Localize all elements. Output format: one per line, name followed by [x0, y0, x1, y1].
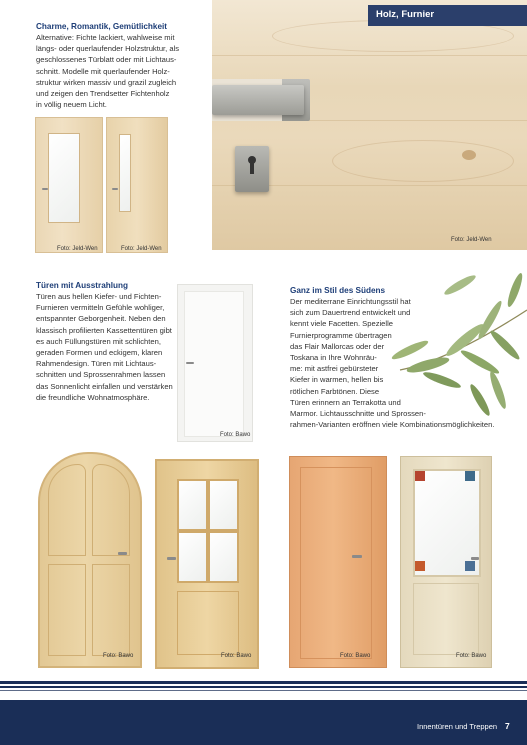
charme-line: struktur wirken massiv und grazil zugleich [36, 77, 177, 87]
charme-line: geschlossenes Türblatt oder mit Lichtaus- [36, 55, 177, 65]
charme-line: längs- oder querlaufender Holzstruktur, als [36, 44, 180, 54]
sueden-line: me: mit astfrei gebürsteter [290, 364, 379, 374]
sueden-line: das Flair Mallorcas oder der [290, 341, 385, 351]
charme-line: Alternative: Fichte lackiert, wahlweise mit [36, 33, 175, 42]
photo-credit: Foto: Bawo [220, 432, 251, 438]
charme-line: und zeigen den Trendsetter Fichtenholz [36, 89, 170, 99]
tueren-line: Rahmendesign. Türen mit Lichtaus- [36, 359, 157, 369]
charme-block [36, 21, 211, 110]
footer-stripe [0, 686, 527, 688]
sueden-line: rahmen-Varianten eröffnen viele Kombinationsmöglichkeiten. [290, 420, 495, 430]
sueden-line: Der mediterrane Einrichtungsstil hat [290, 297, 411, 306]
charme-line: in völlig neuem Licht. [36, 100, 107, 110]
photo-credit: Foto: Bawo [221, 653, 252, 659]
photo-credit: Foto: Jeld-Wen [451, 237, 492, 243]
sueden-line: Marmor. Lichtausschnitte und Sprossen- [290, 409, 426, 419]
sueden-line: Türen erinnern an Terrakotta und [290, 397, 401, 407]
sueden-headline: Ganz im Stil des Südens [290, 286, 386, 295]
keyhole-plate [235, 146, 269, 192]
tueren-line: entspannter Geborgenheit. Neben den [36, 314, 166, 324]
door-photo-pine-four-pane [155, 459, 259, 669]
footer-label: Innentüren und Treppen [417, 722, 498, 731]
hero-wood-photo [212, 0, 527, 250]
tueren-line: das Sonnenlicht einfallen und verstärken [36, 381, 173, 391]
charme-line: schnitt. Modelle mit querlaufender Holz- [36, 66, 170, 76]
tueren-block [36, 280, 176, 403]
door-photo-tiled-glass [400, 456, 492, 668]
sueden-line: kennt viele Facetten. Spezielle [290, 319, 393, 329]
door-photo-terracotta [289, 456, 387, 668]
photo-credit: Foto: Bawo [456, 653, 487, 659]
section-tab-label: Holz, Furnier [376, 9, 435, 20]
footer-stripe [0, 690, 527, 691]
sueden-line: Toskana in Ihre Wohnräu- [290, 353, 377, 363]
page-number: 7 [505, 721, 510, 731]
photo-credit: Foto: Bawo [103, 653, 134, 659]
door-photo-pine-narrow [106, 117, 168, 253]
tueren-line: Furnieren vermitteln Gefühle wohliger, [36, 303, 165, 313]
photo-credit: Foto: Bawo [340, 653, 371, 659]
door-photo-arched [38, 452, 142, 668]
charme-headline: Charme, Romantik, Gemütlichkeit [36, 22, 168, 31]
tueren-line: schnitten und Sprossenrahmen lassen [36, 370, 166, 380]
footer-stripe [0, 681, 527, 684]
section-tab [368, 5, 527, 26]
sueden-line: Furnierprogramme übertragen [290, 330, 392, 340]
sueden-line: sich zum Dauertrend entwickelt und [290, 308, 411, 318]
sueden-line: Kiefer in warmen, hellen bis [290, 375, 384, 385]
sueden-block [290, 285, 500, 430]
tueren-line: klassisch profilierten Kassettentüren gibt [36, 325, 172, 335]
tueren-line: Türen aus hellen Kiefer- und Fichten- [36, 292, 162, 301]
photo-credit: Foto: Jeld-Wen [57, 246, 98, 252]
tueren-line: es auch Füllungstüren mit schlichten, [36, 336, 161, 346]
tueren-line: die freundliche Wohnatmosphäre. [36, 392, 150, 402]
door-photo-white [177, 284, 253, 442]
footer-bar [0, 700, 527, 745]
sueden-line: rötlichen Farbtönen. Diese [290, 386, 380, 396]
photo-credit: Foto: Jeld-Wen [121, 246, 162, 252]
tueren-headline: Türen mit Ausstrahlung [36, 281, 129, 290]
door-photo-pine-glass [35, 117, 103, 253]
tueren-line: geraden Formen und eckigem, klaren [36, 348, 163, 358]
